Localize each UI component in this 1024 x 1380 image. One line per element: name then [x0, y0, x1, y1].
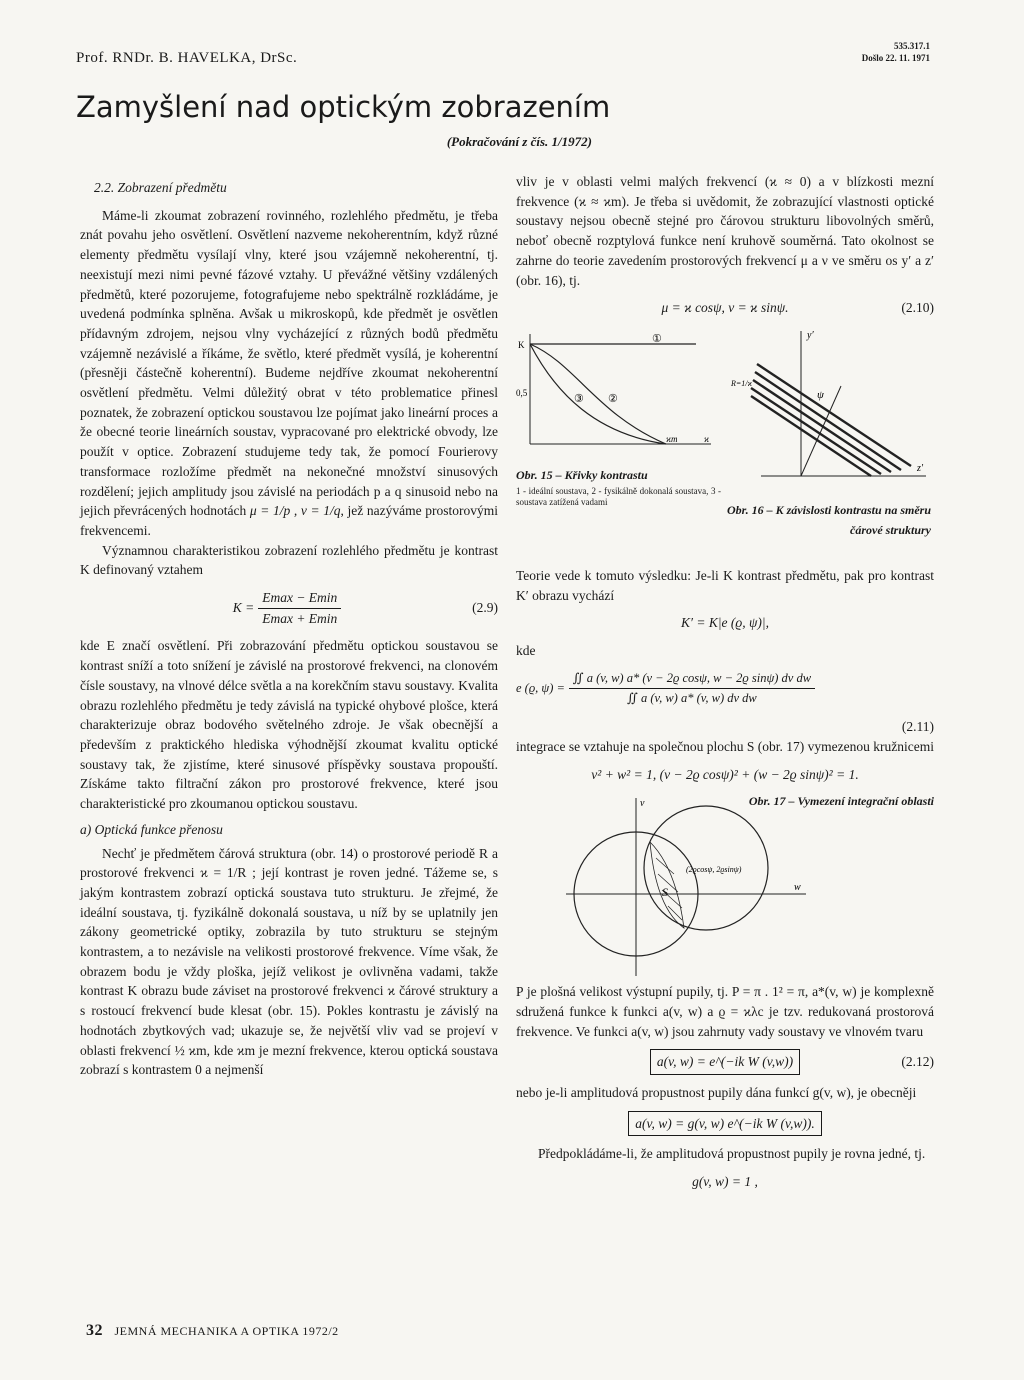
- udc-code: 535.317.1: [894, 41, 930, 51]
- eq210-number: (2.10): [901, 300, 934, 316]
- eq29-numerator: Emax − Emin: [258, 588, 341, 609]
- right-paragraph-5: nebo je-li amplitudová propustnost pupily dána funkcí g(v, w), je obecněji: [516, 1085, 917, 1101]
- fig15-half-label: 0,5: [516, 387, 528, 398]
- fig15-x-label: ϰ: [704, 433, 710, 444]
- eq211-number: (2.11): [901, 719, 934, 735]
- fig16-caption: Obr. 16 – K závislosti kontrastu na směru čárové struktury: [726, 502, 931, 537]
- article-codes: [862, 40, 930, 64]
- fig15-xm-label: ϰm: [666, 433, 678, 444]
- eq212-body: a(v, w) = e^(−ik W (v,w)): [650, 1049, 800, 1075]
- journal-name: JEMNÁ MECHANIKA A OPTIKA 1972/2: [114, 1324, 339, 1338]
- eq212-number: (2.12): [901, 1054, 934, 1070]
- section-heading: 2.2. Zobrazení předmětu: [94, 180, 227, 195]
- fig15-k-label: K: [518, 339, 525, 350]
- figures-15-16: [516, 326, 934, 566]
- right-column: [516, 172, 934, 1200]
- page-footer: [86, 1322, 339, 1340]
- page-number: 32: [86, 1322, 103, 1339]
- eq211-denominator: ∬ a (v, w) a* (v, w) dv dw: [627, 691, 757, 706]
- fig17-s-label: S: [662, 885, 668, 900]
- right-paragraph-1: vliv je v oblasti velmi malých frekvencí (ϰ ≈ 0) a v blízkosti mezní frekvence (ϰ ≈ ϰm). Je třeba si uvědomit, že zobrazující vlastnosti optické soustavy nejsou obecně stejné pro čárovou strukturu libovolných směrů, neboť obecně rozptylová funkce není kruhově souměrná. Tato okolnost se zahrne do teorie zavedením prostorových frekvencí μ a ν ve směru os y′ a z′ (obr. 16), tj.: [516, 174, 934, 288]
- figure-17-block: [516, 792, 934, 982]
- right-paragraph-6: Předpokládáme-li, že amplitudová propustnost pupily je rovna jedné, tj.: [538, 1146, 926, 1162]
- fig17-v-label: v: [640, 798, 645, 810]
- kde-label: kde: [516, 643, 536, 659]
- figure-15-plot: [516, 334, 716, 454]
- equation-2-12: [516, 1049, 934, 1075]
- author-line: Prof. RNDr. B. HAVELKA, DrSc.: [76, 50, 298, 66]
- fig15-curve-2: ②: [608, 392, 618, 405]
- equation-k-prime: K′ = K|e (ϱ, ψ)|,: [681, 615, 769, 631]
- fig17-w-label: w: [794, 882, 801, 894]
- fig16-psi-label: ψ: [817, 388, 824, 401]
- fig15-caption: Obr. 15 – Křivky kontrastu: [516, 467, 648, 482]
- fig15-curve-3: ③: [574, 392, 584, 405]
- fig15-caption-block: [516, 466, 721, 508]
- subsection-heading: a) Optická funkce přenosu: [80, 821, 223, 837]
- equation-circles: v² + w² = 1, (v − 2ϱ cosψ)² + (w − 2ϱ sinψ)² = 1.: [591, 766, 859, 782]
- equation-2-12b: [516, 1111, 934, 1137]
- equation-g: g(v, w) = 1 ,: [692, 1174, 758, 1190]
- paragraph-1-text: Máme-li zkoumat zobrazení rovinného, rozlehlého předmětu, je třeba znát povahu jeho osvětlení. Osvětlení nazveme nekoherentním, když různé elementy předmětu vysílají vlny, které jsou vzájemně nekoherentní, tj. neexistují mezi nimi pevné fázové vztahy. U převážné většiny vzdálených předmětů, které pozorujeme, fotografujeme nebo spektrálně rozkládáme, je uvedená podmínka splněna. Avšak u mikroskopů, kde předmět je osvětlen přídavným zdrojem, nejsou vlny vycházející z různých bodů předmětu vzájemně nezávislé a říkáme, že světlo, které předmět vysílá, je koherentní (přesněji částečně koherentní). Budeme nejdříve zkoumat nekoherentní osvětlení předmětu. Velmi důležitý obrat v této problematice přinesl poznatek, že zobrazení optickou soustavou lze pojímat jako lineární proces a že obecné teorie lineárních soustav, vypracované pro elektrické obvody, lze použít v optice. Zobrazení studujeme tedy tak, že pomocí Fourierovy transformace rozložíme předmět na nekonečné množství sinusových rozdělení; jejich amplitudy jsou závislé na periodách p a q sinusoid nebo na jejich převrácených hodnotách: [80, 207, 498, 519]
- eq29-lhs: K =: [232, 600, 255, 616]
- eq212b-body: a(v, w) = g(v, w) e^(−ik W (v,w)).: [628, 1111, 821, 1137]
- fig16-r-label: R=1/ϰ: [731, 378, 753, 388]
- frequency-formula: μ = 1/p , ν = 1/q: [249, 503, 341, 519]
- continuation-note: (Pokračování z čís. 1/1972): [446, 134, 592, 149]
- article-title: Zamyšlení nad optickým zobrazením: [76, 90, 611, 124]
- fig15-legend: 1 - ideální soustava, 2 - fysikálně dokonalá soustava, 3 - soustava zatížená vadami: [516, 485, 721, 507]
- eq211-fraction: [569, 669, 815, 709]
- right-paragraph-2: Teorie vede k tomuto výsledku: Je-li K kontrast předmětu, pak pro kontrast K′ obrazu vychází: [516, 567, 934, 603]
- eq29-denominator: Emax + Emin: [262, 610, 338, 626]
- fig16-z-label: z′: [917, 462, 924, 474]
- equation-2-11: [516, 669, 934, 709]
- fig15-curve-1: ①: [652, 333, 662, 345]
- equation-2-10: [516, 298, 934, 318]
- right-paragraph-4: P je plošná velikost výstupní pupily, tj. P = π . 1² = π, a*(v, w) je komplexně sdružená funkce k funkci a(v, w) a ϱ = ϰλc je tzv. redukovaná prostorová frekvence. Ve funkci a(v, w) jsou zahrnuty vady soustavy ve vlnovém tvaru: [516, 984, 934, 1039]
- figure-17-diagram: [566, 798, 806, 978]
- paragraph-2: Významnou charakteristikou zobrazení rozlehlého předmětu je kontrast K definovaný vztahem: [80, 542, 498, 578]
- eq211-lhs: e (ϱ, ψ) =: [516, 681, 565, 696]
- left-column: [80, 178, 498, 1080]
- equation-2-9: [80, 588, 498, 628]
- fig17-caption: Obr. 17 – Vymezení integrační oblasti: [748, 794, 934, 809]
- fig16-y-label: y′: [807, 329, 814, 341]
- figure-16-diagram: [731, 326, 931, 486]
- eq29-fraction: [258, 588, 341, 628]
- paragraph-3: kde E značí osvětlení. Při zobrazování předmětu optickou soustavou se kontrast sníží a toto snížení je závislé na prostorové frekvenci, na clonovém čísle soustavy, na vlnové délce světla a na korekčním stavu soustavy. Kvalita obrazu rozlehlého předmětu je tedy závislá na typické ohybové plošce, která charakterizuje obraz bodového světelného zdroje. Je však obecnější a především z praktického hlediska výhodnější zkoumat kvalitu optické soustavy tak, že zjistíme, které sinusové příspěvky soustava propouští. Získáme takto filtrační zákon pro prostorové frekvence, které jsou charakteristické pro zkoumanou optickou soustavu.: [80, 638, 498, 812]
- received-date: Došlo 22. 11. 1971: [861, 53, 930, 63]
- eq210-body: μ = ϰ cosψ, ν = ϰ sinψ.: [661, 300, 789, 316]
- paragraph-4: Nechť je předmětem čárová struktura (obr. 14) o prostorové periodě R a prostorové frekvenci ϰ = 1/R ; její kontrast je roven jedné. Tážeme se, s jakým kontrastem zobrazí optická soustava tuto strukturu. Je zřejmé, že ideální soustava, tj. fyzikálně dokonalá soustava, u níž by se uplatnily jen zákony geometrické optiky, zobrazila by tuto strukturu se stejným kontrastem, a to nezávisle na velikosti prostorové frekvence. Víme však, že obrazem bodu je vždy ploška, jejíž velikost je ovlivněna vadami, takže kontrast K obrazu bude záviset na prostorové frekvenci ϰ čárové struktury a s rostoucí frekvencí bude klesat (obr. 15). Pokles kontrastu je závislý na hodnotách zbytkových vad; ukazuje se, že největší vliv vad se projeví v oblasti frekvencí ½ ϰm, kde ϰm je mezní frekvence, kterou optická soustava zobrazí s kontrastem 0 a nejmenší: [80, 845, 498, 1078]
- eq211-numerator: ∬ a (v, w) a* (v − 2ϱ cosψ, w − 2ϱ sinψ) dv dw: [569, 669, 815, 690]
- eq29-number: (2.9): [472, 600, 498, 616]
- paragraph-1-end: , jež nazýváme prostorovými frekvencemi.: [80, 503, 499, 538]
- paragraph-1: [80, 206, 498, 541]
- fig17-point-label: (2ϱcosψ, 2ϱsinψ): [686, 865, 742, 875]
- right-paragraph-3: integrace se vztahuje na společnou plochu S (obr. 17) vymezenou kružnicemi: [516, 738, 934, 754]
